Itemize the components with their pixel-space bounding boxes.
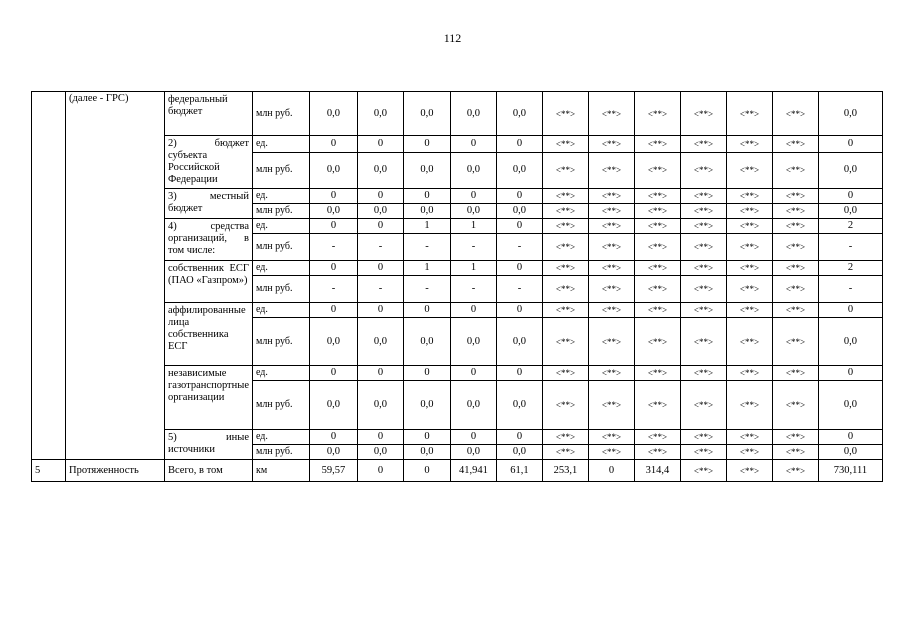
value-cell: <**> <box>772 204 818 219</box>
value-cell: <**> <box>680 460 726 482</box>
value-cell: <**> <box>542 445 588 460</box>
funding-source-cell: 2) бюджет субъекта Российской Федерации <box>165 136 253 189</box>
unit-cell: ед. <box>252 366 309 381</box>
value-cell: <**> <box>680 303 726 318</box>
value-cell: <**> <box>542 136 588 153</box>
row-number-cell: 5 <box>32 460 66 482</box>
value-cell: <**> <box>634 152 680 188</box>
value-cell: <**> <box>772 276 818 303</box>
value-cell: 0 <box>588 460 634 482</box>
value-cell: 1 <box>403 261 450 276</box>
value-cell: 0 <box>496 189 542 204</box>
funding-source-cell: собственник ЕСГ (ПАО «Газпром») <box>165 261 253 303</box>
unit-cell: млн руб. <box>252 234 309 261</box>
value-cell: 0,0 <box>403 204 450 219</box>
value-cell: 0 <box>309 303 357 318</box>
unit-cell: млн руб. <box>252 152 309 188</box>
unit-cell: ед. <box>252 261 309 276</box>
value-cell: 1 <box>403 219 450 234</box>
value-cell: <**> <box>588 219 634 234</box>
value-cell: <**> <box>542 366 588 381</box>
value-cell: 0,0 <box>450 445 496 460</box>
value-cell: <**> <box>772 381 818 430</box>
value-cell: <**> <box>588 136 634 153</box>
value-cell: <**> <box>542 219 588 234</box>
value-cell: 0,0 <box>450 318 496 366</box>
value-cell: <**> <box>726 430 772 445</box>
value-cell: <**> <box>588 234 634 261</box>
value-cell: <**> <box>588 261 634 276</box>
value-cell: 0,0 <box>450 381 496 430</box>
value-cell: 0 <box>496 366 542 381</box>
value-cell: - <box>496 276 542 303</box>
value-cell: - <box>309 276 357 303</box>
value-cell: 61,1 <box>496 460 542 482</box>
value-cell: 0 <box>357 261 403 276</box>
value-cell: 0 <box>818 136 882 153</box>
value-cell: <**> <box>542 261 588 276</box>
value-cell: <**> <box>680 430 726 445</box>
value-cell: <**> <box>680 136 726 153</box>
value-cell: <**> <box>772 152 818 188</box>
unit-cell: млн руб. <box>252 276 309 303</box>
row-number-cell <box>32 92 66 460</box>
value-cell: 0,0 <box>450 204 496 219</box>
value-cell: <**> <box>588 152 634 188</box>
unit-cell: млн руб. <box>252 445 309 460</box>
value-cell: 0 <box>403 430 450 445</box>
value-cell: 0,0 <box>450 152 496 188</box>
value-cell: <**> <box>542 381 588 430</box>
value-cell: 0,0 <box>357 204 403 219</box>
value-cell: <**> <box>588 445 634 460</box>
value-cell: 0,0 <box>818 152 882 188</box>
value-cell: <**> <box>542 318 588 366</box>
value-cell: <**> <box>634 276 680 303</box>
indicator-name-cell: Протяженность <box>66 460 165 482</box>
value-cell: <**> <box>588 430 634 445</box>
value-cell: <**> <box>588 92 634 136</box>
unit-cell: ед. <box>252 430 309 445</box>
value-cell: <**> <box>634 430 680 445</box>
value-cell: 0 <box>403 136 450 153</box>
value-cell: <**> <box>726 152 772 188</box>
unit-cell: млн руб. <box>252 381 309 430</box>
value-cell: - <box>818 276 882 303</box>
value-cell: 0,0 <box>496 445 542 460</box>
value-cell: 0,0 <box>309 152 357 188</box>
value-cell: - <box>450 276 496 303</box>
value-cell: 0 <box>496 136 542 153</box>
value-cell: 0 <box>403 366 450 381</box>
value-cell: - <box>403 276 450 303</box>
value-cell: <**> <box>772 261 818 276</box>
value-cell: <**> <box>588 189 634 204</box>
funding-source-cell: 3) местный бюджет <box>165 189 253 219</box>
indicator-table-container <box>31 91 883 482</box>
funding-source-cell: независимые газотранспортные организации <box>165 366 253 430</box>
value-cell: 0 <box>357 366 403 381</box>
value-cell: <**> <box>726 219 772 234</box>
unit-cell: млн руб. <box>252 204 309 219</box>
value-cell: <**> <box>726 189 772 204</box>
value-cell: 0,0 <box>496 152 542 188</box>
value-cell: <**> <box>772 234 818 261</box>
value-cell: 0 <box>496 430 542 445</box>
value-cell: <**> <box>726 234 772 261</box>
value-cell: <**> <box>634 366 680 381</box>
value-cell: <**> <box>726 366 772 381</box>
value-cell: 0,0 <box>357 152 403 188</box>
value-cell: 730,111 <box>818 460 882 482</box>
value-cell: <**> <box>680 189 726 204</box>
value-cell: - <box>357 234 403 261</box>
value-cell: 0 <box>309 136 357 153</box>
value-cell: <**> <box>634 204 680 219</box>
value-cell: <**> <box>680 261 726 276</box>
value-cell: 0,0 <box>403 381 450 430</box>
unit-cell: км <box>252 460 309 482</box>
page-number: 112 <box>443 31 462 45</box>
value-cell: <**> <box>588 366 634 381</box>
value-cell: <**> <box>772 460 818 482</box>
value-cell: <**> <box>680 152 726 188</box>
value-cell: <**> <box>680 318 726 366</box>
value-cell: - <box>450 234 496 261</box>
value-cell: 0,0 <box>357 445 403 460</box>
value-cell: <**> <box>726 92 772 136</box>
value-cell: 0,0 <box>357 318 403 366</box>
value-cell: 0,0 <box>357 92 403 136</box>
unit-cell: млн руб. <box>252 92 309 136</box>
value-cell: 0 <box>818 189 882 204</box>
value-cell: 0 <box>309 366 357 381</box>
value-cell: 59,57 <box>309 460 357 482</box>
value-cell: - <box>496 234 542 261</box>
value-cell: <**> <box>772 303 818 318</box>
value-cell: <**> <box>634 219 680 234</box>
value-cell: <**> <box>634 261 680 276</box>
value-cell: 0 <box>357 303 403 318</box>
value-cell: 0 <box>309 430 357 445</box>
value-cell: 0 <box>450 136 496 153</box>
value-cell: <**> <box>634 136 680 153</box>
value-cell: - <box>818 234 882 261</box>
value-cell: 0 <box>403 460 450 482</box>
value-cell: 0,0 <box>403 318 450 366</box>
value-cell: <**> <box>726 381 772 430</box>
value-cell: 0,0 <box>496 318 542 366</box>
value-cell: <**> <box>680 234 726 261</box>
value-cell: 0,0 <box>818 204 882 219</box>
value-cell: <**> <box>680 219 726 234</box>
value-cell: <**> <box>588 381 634 430</box>
value-cell: 1 <box>450 261 496 276</box>
value-cell: 0,0 <box>496 381 542 430</box>
value-cell: 0,0 <box>357 381 403 430</box>
value-cell: <**> <box>772 318 818 366</box>
value-cell: <**> <box>542 234 588 261</box>
value-cell: 0 <box>818 430 882 445</box>
value-cell: 0,0 <box>818 445 882 460</box>
value-cell: <**> <box>772 92 818 136</box>
value-cell: 0 <box>357 136 403 153</box>
value-cell: <**> <box>680 381 726 430</box>
value-cell: <**> <box>772 430 818 445</box>
funding-source-cell: Всего, в том <box>165 460 253 482</box>
value-cell: <**> <box>542 204 588 219</box>
value-cell: <**> <box>726 136 772 153</box>
value-cell: <**> <box>772 219 818 234</box>
funding-source-cell: 4) средства организаций, в том числе: <box>165 219 253 261</box>
value-cell: <**> <box>726 261 772 276</box>
funding-source-cell: 5) иные источники <box>165 430 253 460</box>
value-cell: <**> <box>680 204 726 219</box>
value-cell: <**> <box>588 204 634 219</box>
value-cell: <**> <box>634 92 680 136</box>
value-cell: 0,0 <box>309 381 357 430</box>
value-cell: - <box>357 276 403 303</box>
value-cell: <**> <box>680 92 726 136</box>
value-cell: <**> <box>542 92 588 136</box>
value-cell: 0,0 <box>309 445 357 460</box>
value-cell: 0 <box>357 189 403 204</box>
value-cell: 253,1 <box>542 460 588 482</box>
value-cell: <**> <box>726 303 772 318</box>
value-cell: <**> <box>588 303 634 318</box>
value-cell: 314,4 <box>634 460 680 482</box>
value-cell: 0,0 <box>496 92 542 136</box>
value-cell: <**> <box>588 318 634 366</box>
value-cell: 0 <box>403 189 450 204</box>
value-cell: 0 <box>818 303 882 318</box>
value-cell: 0,0 <box>403 445 450 460</box>
value-cell: 0 <box>309 219 357 234</box>
value-cell: <**> <box>726 318 772 366</box>
value-cell: 0,0 <box>403 92 450 136</box>
funding-source-cell: аффилированные лица собственника ЕСГ <box>165 303 253 366</box>
value-cell: - <box>403 234 450 261</box>
value-cell: <**> <box>634 303 680 318</box>
value-cell: 2 <box>818 261 882 276</box>
value-cell: <**> <box>634 381 680 430</box>
unit-cell: ед. <box>252 303 309 318</box>
value-cell: 0 <box>450 366 496 381</box>
value-cell: <**> <box>680 366 726 381</box>
table-row <box>32 92 883 136</box>
unit-cell: ед. <box>252 136 309 153</box>
value-cell: <**> <box>772 366 818 381</box>
value-cell: 0 <box>357 430 403 445</box>
unit-cell: ед. <box>252 189 309 204</box>
value-cell: 0 <box>357 219 403 234</box>
value-cell: 0,0 <box>309 318 357 366</box>
value-cell: 0,0 <box>450 92 496 136</box>
value-cell: 1 <box>450 219 496 234</box>
value-cell: <**> <box>542 189 588 204</box>
unit-cell: ед. <box>252 219 309 234</box>
value-cell: 0,0 <box>818 381 882 430</box>
value-cell: <**> <box>680 445 726 460</box>
value-cell: <**> <box>542 152 588 188</box>
value-cell: <**> <box>634 445 680 460</box>
unit-cell: млн руб. <box>252 318 309 366</box>
value-cell: <**> <box>680 276 726 303</box>
value-cell: 0 <box>403 303 450 318</box>
value-cell: 0 <box>309 189 357 204</box>
value-cell: <**> <box>726 445 772 460</box>
value-cell: <**> <box>726 204 772 219</box>
value-cell: <**> <box>772 136 818 153</box>
indicator-name-cell: (далее - ГРС) <box>66 92 165 460</box>
value-cell: 2 <box>818 219 882 234</box>
value-cell: 0 <box>496 261 542 276</box>
value-cell: 41,941 <box>450 460 496 482</box>
value-cell: - <box>309 234 357 261</box>
value-cell: 0,0 <box>309 204 357 219</box>
value-cell: 0,0 <box>403 152 450 188</box>
value-cell: 0 <box>309 261 357 276</box>
value-cell: 0 <box>450 189 496 204</box>
value-cell: 0 <box>357 460 403 482</box>
table-row-length <box>32 460 883 482</box>
value-cell: <**> <box>772 189 818 204</box>
value-cell: <**> <box>634 318 680 366</box>
value-cell: <**> <box>542 303 588 318</box>
value-cell: <**> <box>542 430 588 445</box>
value-cell: <**> <box>542 276 588 303</box>
value-cell: 0 <box>496 219 542 234</box>
value-cell: 0,0 <box>309 92 357 136</box>
value-cell: 0,0 <box>496 204 542 219</box>
value-cell: <**> <box>726 460 772 482</box>
value-cell: <**> <box>726 276 772 303</box>
value-cell: 0,0 <box>818 92 882 136</box>
value-cell: 0,0 <box>818 318 882 366</box>
value-cell: 0 <box>496 303 542 318</box>
value-cell: 0 <box>818 366 882 381</box>
value-cell: <**> <box>588 276 634 303</box>
value-cell: 0 <box>450 303 496 318</box>
value-cell: <**> <box>634 189 680 204</box>
funding-source-cell: федеральный бюджет <box>165 92 253 136</box>
value-cell: <**> <box>772 445 818 460</box>
value-cell: <**> <box>634 234 680 261</box>
value-cell: 0 <box>450 430 496 445</box>
indicator-table <box>31 91 883 482</box>
